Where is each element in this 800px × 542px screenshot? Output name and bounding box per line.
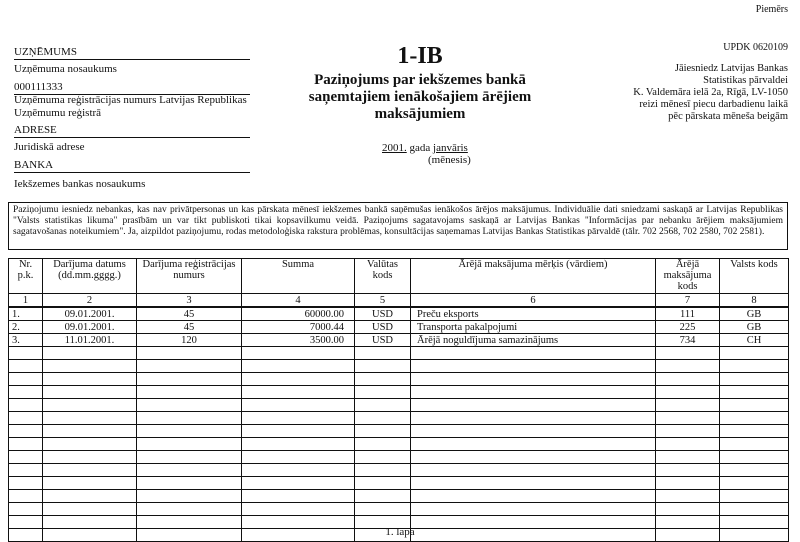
table-cell-empty	[656, 464, 720, 477]
submit-line-2: Statistikas pārvaldei	[703, 75, 788, 86]
table-cell-empty	[137, 451, 242, 464]
table-cell-empty	[9, 477, 43, 490]
column-number: 1	[9, 294, 43, 308]
table-cell: 225	[656, 321, 720, 334]
column-number: 4	[242, 294, 355, 308]
table-cell-empty	[9, 464, 43, 477]
table-cell-empty	[242, 477, 355, 490]
table-cell-empty	[355, 425, 411, 438]
table-cell-empty	[43, 347, 137, 360]
company-name-label: Uzņēmuma nosaukums	[14, 63, 117, 75]
table-cell-empty	[355, 373, 411, 386]
table-cell-empty	[355, 464, 411, 477]
table-cell-empty	[9, 490, 43, 503]
table-cell: 734	[656, 334, 720, 347]
table-cell-empty	[43, 360, 137, 373]
table-cell-empty	[9, 373, 43, 386]
table-cell: 60000.00	[242, 307, 355, 321]
table-cell-empty	[355, 451, 411, 464]
table-cell-empty	[9, 451, 43, 464]
table-cell-empty	[411, 386, 656, 399]
table-cell-empty	[9, 399, 43, 412]
table-cell: 09.01.2001.	[43, 307, 137, 321]
table-cell-empty	[355, 438, 411, 451]
table-cell-empty	[43, 438, 137, 451]
table-cell-empty	[355, 490, 411, 503]
form-title-line3: maksājumiem	[374, 106, 466, 122]
table-cell-empty	[355, 399, 411, 412]
submit-line-4: reizi mēnesī piecu darbadienu laikā	[639, 99, 788, 110]
table-cell-empty	[411, 360, 656, 373]
table-cell: 09.01.2001.	[43, 321, 137, 334]
table-cell-empty	[411, 477, 656, 490]
table-cell-empty	[720, 438, 789, 451]
period-year-suffix: gada	[409, 142, 431, 154]
table-cell-empty	[137, 490, 242, 503]
column-header: Valūtas kods	[355, 259, 411, 294]
table-cell-empty	[720, 399, 789, 412]
table-cell-empty	[720, 412, 789, 425]
page-number: 1. lapa	[385, 526, 415, 538]
address-heading: ADRESE	[14, 124, 250, 138]
table-column-numbers-row	[9, 294, 789, 308]
table-cell-empty	[656, 373, 720, 386]
table-cell-empty	[656, 490, 720, 503]
table-cell-empty	[43, 451, 137, 464]
table-cell-empty	[355, 347, 411, 360]
company-heading: UZŅĒMUMS	[14, 46, 250, 60]
table-cell-empty	[355, 386, 411, 399]
table-cell-empty	[656, 477, 720, 490]
table-cell: USD	[355, 307, 411, 321]
bank-heading: BANKA	[14, 159, 250, 173]
column-header: Nr. p.k.	[9, 259, 43, 294]
table-cell-empty	[411, 490, 656, 503]
period-month-label: (mēnesis)	[428, 154, 471, 166]
table-cell-empty	[43, 464, 137, 477]
submit-line-3: K. Valdemāra ielā 2a, Rīgā, LV-1050	[633, 87, 788, 98]
table-cell: Ārējā noguldījuma samazinājums	[411, 334, 656, 347]
table-cell: 3500.00	[242, 334, 355, 347]
table-cell-empty	[656, 451, 720, 464]
table-cell-empty	[720, 490, 789, 503]
form-title-code: 1-IB	[397, 43, 443, 69]
table-cell-empty	[242, 347, 355, 360]
table-cell: 45	[137, 307, 242, 321]
table-cell-empty	[242, 503, 355, 516]
table-row-empty	[9, 360, 789, 373]
column-number: 7	[656, 294, 720, 308]
column-header: Ārējā maksājuma mērķis (vārdiem)	[411, 259, 656, 294]
table-cell-empty	[355, 503, 411, 516]
table-row-empty	[9, 386, 789, 399]
table-cell-empty	[720, 386, 789, 399]
table-cell: 7000.44	[242, 321, 355, 334]
form-code: UPDK 0620109	[723, 42, 788, 53]
table-cell-empty	[137, 503, 242, 516]
table-row-empty	[9, 373, 789, 386]
submit-line-1: Jāiesniedz Latvijas Bankas	[674, 63, 788, 74]
table-cell-empty	[137, 438, 242, 451]
table-cell: Transporta pakalpojumi	[411, 321, 656, 334]
table-cell-empty	[43, 477, 137, 490]
table-cell-empty	[720, 373, 789, 386]
table-cell-empty	[411, 451, 656, 464]
table-row-empty	[9, 503, 789, 516]
table-cell-empty	[137, 399, 242, 412]
table-cell-empty	[656, 412, 720, 425]
table-cell-empty	[242, 490, 355, 503]
table-cell-empty	[411, 399, 656, 412]
table-cell-empty	[411, 503, 656, 516]
table-cell: CH	[720, 334, 789, 347]
table-row-empty	[9, 399, 789, 412]
table-cell-empty	[720, 503, 789, 516]
table-cell-empty	[43, 503, 137, 516]
table-cell-empty	[9, 438, 43, 451]
column-header: Valsts kods	[720, 259, 789, 294]
column-number: 5	[355, 294, 411, 308]
table-cell-empty	[9, 386, 43, 399]
table-cell-empty	[137, 373, 242, 386]
table-cell-empty	[137, 477, 242, 490]
table-cell-empty	[137, 464, 242, 477]
column-header: Darījuma reģistrācijas numurs	[137, 259, 242, 294]
table-row-empty	[9, 464, 789, 477]
table-row	[9, 334, 789, 347]
table-cell-empty	[411, 438, 656, 451]
table-row-empty	[9, 451, 789, 464]
sample-label: Piemērs	[755, 4, 788, 15]
table-cell-empty	[411, 347, 656, 360]
registration-label: Uzņēmuma reģistrācijas numurs Latvijas Republikas Uzņēmumu reģistrā	[14, 94, 247, 119]
table-row-empty	[9, 425, 789, 438]
column-number: 8	[720, 294, 789, 308]
table-cell-empty	[9, 503, 43, 516]
form-title-line1: Paziņojums par iekšzemes bankā	[314, 72, 526, 88]
table-cell-empty	[43, 386, 137, 399]
table-cell-empty	[43, 425, 137, 438]
table-row	[9, 307, 789, 321]
table-cell-empty	[9, 412, 43, 425]
table-cell-empty	[720, 477, 789, 490]
table-cell-empty	[720, 347, 789, 360]
table-cell: 1.	[9, 307, 43, 321]
table-cell-empty	[411, 373, 656, 386]
table-cell-empty	[656, 438, 720, 451]
table-row	[9, 321, 789, 334]
table-cell-empty	[9, 360, 43, 373]
table-cell: Preču eksports	[411, 307, 656, 321]
table-cell-empty	[242, 399, 355, 412]
table-cell-empty	[411, 425, 656, 438]
table-cell-empty	[242, 425, 355, 438]
table-cell-empty	[411, 412, 656, 425]
column-number: 3	[137, 294, 242, 308]
bank-label: Iekšzemes bankas nosaukums	[14, 178, 146, 190]
column-number: 6	[411, 294, 656, 308]
table-cell-empty	[242, 386, 355, 399]
table-cell: USD	[355, 334, 411, 347]
table-cell: GB	[720, 307, 789, 321]
period-month: janvāris	[433, 142, 468, 154]
table-cell-empty	[355, 360, 411, 373]
table-cell-empty	[137, 386, 242, 399]
table-cell-empty	[43, 399, 137, 412]
table-cell-empty	[43, 373, 137, 386]
column-header: Ārējā maksājuma kods	[656, 259, 720, 294]
table-cell-empty	[137, 347, 242, 360]
column-header: Darījuma datums (dd.mm.gggg.)	[43, 259, 137, 294]
period-year: 2001.	[382, 142, 407, 154]
table-header-row	[9, 259, 789, 294]
table-cell-empty	[720, 360, 789, 373]
form-title-line2: saņemtajiem ienākošajiem ārējiem	[308, 89, 532, 105]
table-cell-empty	[656, 360, 720, 373]
table-cell-empty	[43, 490, 137, 503]
table-cell-empty	[9, 347, 43, 360]
table-row-empty	[9, 438, 789, 451]
table-cell-empty	[137, 412, 242, 425]
table-cell-empty	[720, 425, 789, 438]
table-cell-empty	[355, 412, 411, 425]
table-cell: USD	[355, 321, 411, 334]
submit-line-5: pēc pārskata mēneša beigām	[668, 111, 788, 122]
table-cell-empty	[43, 412, 137, 425]
table-cell: 45	[137, 321, 242, 334]
table-cell-empty	[137, 360, 242, 373]
table-cell: 111	[656, 307, 720, 321]
table-cell-empty	[242, 360, 355, 373]
column-number: 2	[43, 294, 137, 308]
table-cell: 120	[137, 334, 242, 347]
table-cell-empty	[242, 451, 355, 464]
table-cell-empty	[720, 451, 789, 464]
instructions-notice: Paziņojumu iesniedz nebankas, kas nav privātpersonas un kas pārskata mēnesī iekšzemes bankā saņēmušas ienākošos ārējos maksājumus. Individuālie dati sniedzami saskaņā ar Latvijas Republikas "Valsts statistikas likuma" prasībām un var tikt publiskoti tikai kopsavilkumu veidā. Paziņojums sagatavojams saskaņā ar Latvijas Bankas "Informācijas par nebanku ārējiem maksājumiem sagatavošanas noteikumiem". Ja, aizpildot paziņojumu, rodas metodoloģiska rakstura problēmas, konsultācijas saņemamas Latvijas Bankas Statistikas pārvaldē (tālr. 702 2568, 702 2580, 702 2581).	[8, 202, 788, 250]
table-cell-empty	[656, 399, 720, 412]
table-cell: 3.	[9, 334, 43, 347]
table-cell-empty	[656, 503, 720, 516]
table-cell-empty	[656, 347, 720, 360]
registration-number: 000111333	[14, 81, 250, 95]
table-cell-empty	[656, 425, 720, 438]
table-cell-empty	[355, 477, 411, 490]
table-row-empty	[9, 347, 789, 360]
table-cell-empty	[720, 464, 789, 477]
table-cell-empty	[411, 464, 656, 477]
table-cell-empty	[137, 425, 242, 438]
table-cell-empty	[242, 464, 355, 477]
table-cell-empty	[242, 412, 355, 425]
table-cell-empty	[656, 386, 720, 399]
column-header: Summa	[242, 259, 355, 294]
submission-info	[558, 63, 788, 123]
table-cell: 11.01.2001.	[43, 334, 137, 347]
payments-table	[8, 258, 789, 542]
table-row-empty	[9, 412, 789, 425]
table-cell-empty	[242, 438, 355, 451]
table-cell: 2.	[9, 321, 43, 334]
table-row-empty	[9, 477, 789, 490]
table-cell-empty	[9, 425, 43, 438]
table-cell-empty	[242, 373, 355, 386]
table-row-empty	[9, 490, 789, 503]
address-label: Juridiskā adrese	[14, 141, 85, 153]
table-cell: GB	[720, 321, 789, 334]
